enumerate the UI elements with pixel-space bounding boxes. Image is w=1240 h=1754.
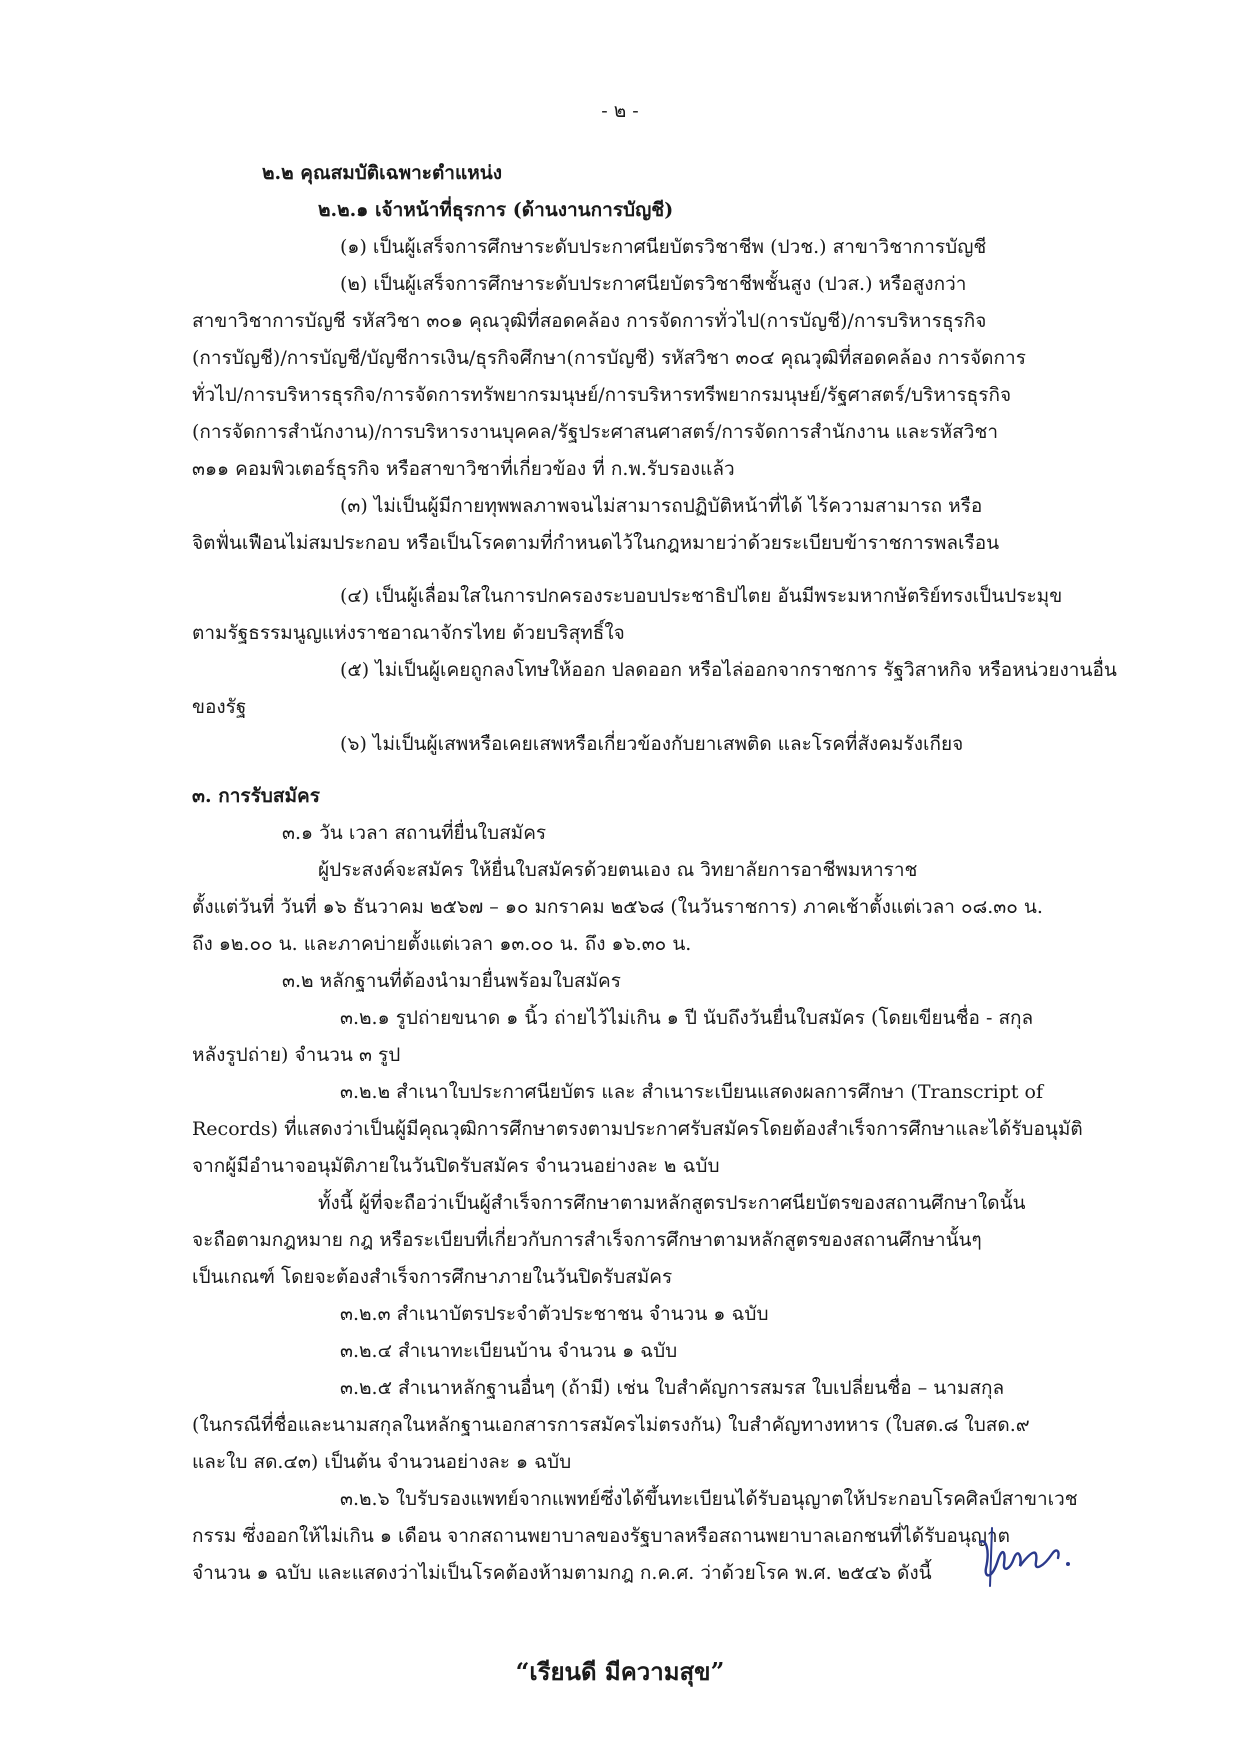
page-number: - ๒ - xyxy=(601,100,639,122)
qualification-item-2-line: (การจัดการสำนักงาน)/การบริหารงานบุคคล/รัฐประศาสนศาสตร์/การจัดการสำนักงาน และรหัสวิชา xyxy=(192,421,999,443)
handwritten-signature xyxy=(972,1520,1082,1590)
section-3-2-1-line: หลังรูปถ่าย) จำนวน ๓ รูป xyxy=(192,1044,401,1066)
section-3-2-5-line: และใบ สด.๔๓) เป็นต้น จำนวนอย่างละ ๑ ฉบับ xyxy=(192,1451,572,1473)
section-3-2-3: ๓.๒.๓ สำเนาบัตรประจำตัวประชาชน จำนวน ๑ ฉบับ xyxy=(340,1303,769,1325)
qualification-item-4-line: (๔) เป็นผู้เลื่อมใสในการปกครองระบอบประชาธิปไตย อันมีพระมหากษัตริย์ทรงเป็นประมุข xyxy=(340,585,1063,607)
section-3-2-5-line: (ในกรณีที่ชื่อและนามสกุลในหลักฐานเอกสารการสมัครไม่ตรงกัน) ใบสำคัญทางทหาร (ใบสด.๘ ใบสด.๙ xyxy=(192,1414,1030,1436)
note-line: เป็นเกณฑ์ โดยจะต้องสำเร็จการศึกษาภายในวันปิดรับสมัคร xyxy=(192,1266,673,1288)
school-motto: “เรียนดี มีความสุข” xyxy=(515,1657,725,1686)
section-3-2-heading: ๓.๒ หลักฐานที่ต้องนำมายื่นพร้อมใบสมัคร xyxy=(282,970,621,992)
section-3-1-line: ถึง ๑๒.๐๐ น. และภาคบ่ายตั้งแต่เวลา ๑๓.๐๐ น. ถึง ๑๖.๓๐ น. xyxy=(192,933,692,955)
qualification-item-1: (๑) เป็นผู้เสร็จการศึกษาระดับประกาศนียบัตรวิชาชีพ (ปวช.) สาขาวิชาการบัญชี xyxy=(340,236,987,258)
qualification-item-4-line: ตามรัฐธรรมนูญแห่งราชอาณาจักรไทย ด้วยบริสุทธิ์ใจ xyxy=(192,622,625,644)
note-line: ทั้งนี้ ผู้ที่จะถือว่าเป็นผู้สำเร็จการศึกษาตามหลักสูตรประกาศนียบัตรของสถานศึกษาใดนั้น xyxy=(318,1192,1026,1214)
note-line: จะถือตามกฎหมาย กฎ หรือระเบียบที่เกี่ยวกับการสำเร็จการศึกษาตามหลักสูตรของสถานศึกษานั้นๆ xyxy=(192,1229,982,1251)
qualification-item-3-line: จิตฟั่นเฟือนไม่สมประกอบ หรือเป็นโรคตามที่กำหนดไว้ในกฎหมายว่าด้วยระเบียบข้าราชการพลเรือน xyxy=(192,532,1000,554)
section-3-2-2-line: จากผู้มีอำนาจอนุมัติภายในวันปิดรับสมัคร จำนวนอย่างละ ๒ ฉบับ xyxy=(192,1155,720,1177)
qualification-item-2-line: (การบัญชี)/การบัญชี/บัญชีการเงิน/ธุรกิจศึกษา(การบัญชี) รหัสวิชา ๓๐๔ คุณวุฒิที่สอดคล้อง การจัดการ xyxy=(192,347,1026,369)
qualification-item-2-line: สาขาวิชาการบัญชี รหัสวิชา ๓๐๑ คุณวุฒิที่สอดคล้อง การจัดการทั่วไป(การบัญชี)/การบริหารธุรกิจ xyxy=(192,310,987,332)
section-3-2-6-line: ๓.๒.๖ ใบรับรองแพทย์จากแพทย์ซึ่งได้ขึ้นทะเบียนได้รับอนุญาตให้ประกอบโรคศิลป์สาขาเวช xyxy=(340,1488,1078,1510)
section-3-2-1-line: ๓.๒.๑ รูปถ่ายขนาด ๑ นิ้ว ถ่ายไว้ไม่เกิน ๑ ปี นับถึงวันยื่นใบสมัคร (โดยเขียนชื่อ - สกุล xyxy=(340,1007,1034,1029)
section-2-2-1-heading: ๒.๒.๑ เจ้าหน้าที่ธุรการ (ด้านงานการบัญชี) xyxy=(318,199,674,221)
section-3-2-2-line: ๓.๒.๒ สำเนาใบประกาศนียบัตร และ สำเนาระเบียนแสดงผลการศึกษา (Transcript of xyxy=(340,1081,1044,1103)
section-3-2-4: ๓.๒.๔ สำเนาทะเบียนบ้าน จำนวน ๑ ฉบับ xyxy=(340,1340,678,1362)
section-3-heading: ๓. การรับสมัคร xyxy=(192,785,320,807)
section-3-2-5-line: ๓.๒.๕ สำเนาหลักฐานอื่นๆ (ถ้ามี) เช่น ใบสำคัญการสมรส ใบเปลี่ยนชื่อ – นามสกุล xyxy=(340,1377,1005,1399)
section-2-2-heading: ๒.๒ คุณสมบัติเฉพาะตำแหน่ง xyxy=(262,162,503,184)
qualification-item-2-line: (๒) เป็นผู้เสร็จการศึกษาระดับประกาศนียบัตรวิชาชีพชั้นสูง (ปวส.) หรือสูงกว่า xyxy=(340,273,967,295)
section-3-2-6-line: กรรม ซึ่งออกให้ไม่เกิน ๑ เดือน จากสถานพยาบาลของรัฐบาลหรือสถานพยาบาลเอกชนที่ได้รับอนุญาต xyxy=(192,1525,1010,1547)
section-3-1-line: ผู้ประสงค์จะสมัคร ให้ยื่นใบสมัครด้วยตนเอง ณ วิทยาลัยการอาชีพมหาราช xyxy=(318,859,918,881)
qualification-item-2-line: ทั่วไป/การบริหารธุรกิจ/การจัดการทรัพยากรมนุษย์/การบริหารทรีพยากรมนุษย์/รัฐศาสตร์/บริหารธุรกิจ xyxy=(192,384,1012,406)
section-3-2-6-line: จำนวน ๑ ฉบับ และแสดงว่าไม่เป็นโรคต้องห้ามตามกฎ ก.ค.ศ. ว่าด้วยโรค พ.ศ. ๒๕๔๖ ดังนี้ xyxy=(192,1562,932,1584)
qualification-item-3-line: (๓) ไม่เป็นผู้มีกายทุพพลภาพจนไม่สามารถปฏิบัติหน้าที่ได้ ไร้ความสามารถ หรือ xyxy=(340,495,983,517)
qualification-item-5-line: (๕) ไม่เป็นผู้เคยถูกลงโทษให้ออก ปลดออก หรือไล่ออกจากราชการ รัฐวิสาหกิจ หรือหน่วยงานอื่น xyxy=(340,659,1117,681)
section-3-1-line: ตั้งแต่วันที่ วันที่ ๑๖ ธันวาคม ๒๕๖๗ – ๑๐ มกราคม ๒๕๖๘ (ในวันราชการ) ภาคเช้าตั้งแต่เวลา ๐๘.๓๐ น. xyxy=(192,896,1043,918)
section-3-2-2-line: Records) ที่แสดงว่าเป็นผู้มีคุณวุฒิการศึกษาตรงตามประกาศรับสมัครโดยต้องสำเร็จการศึกษาและได้รับอนุมัติ xyxy=(192,1118,1083,1140)
qualification-item-5-line: ของรัฐ xyxy=(192,696,247,718)
qualification-item-2-line: ๓๑๑ คอมพิวเตอร์ธุรกิจ หรือสาขาวิชาที่เกี่ยวข้อง ที่ ก.พ.รับรองแล้ว xyxy=(192,458,735,480)
qualification-item-6: (๖) ไม่เป็นผู้เสพหรือเคยเสพหรือเกี่ยวข้องกับยาเสพติด และโรคที่สังคมรังเกียจ xyxy=(340,733,964,755)
section-3-1-heading: ๓.๑ วัน เวลา สถานที่ยื่นใบสมัคร xyxy=(282,822,547,844)
